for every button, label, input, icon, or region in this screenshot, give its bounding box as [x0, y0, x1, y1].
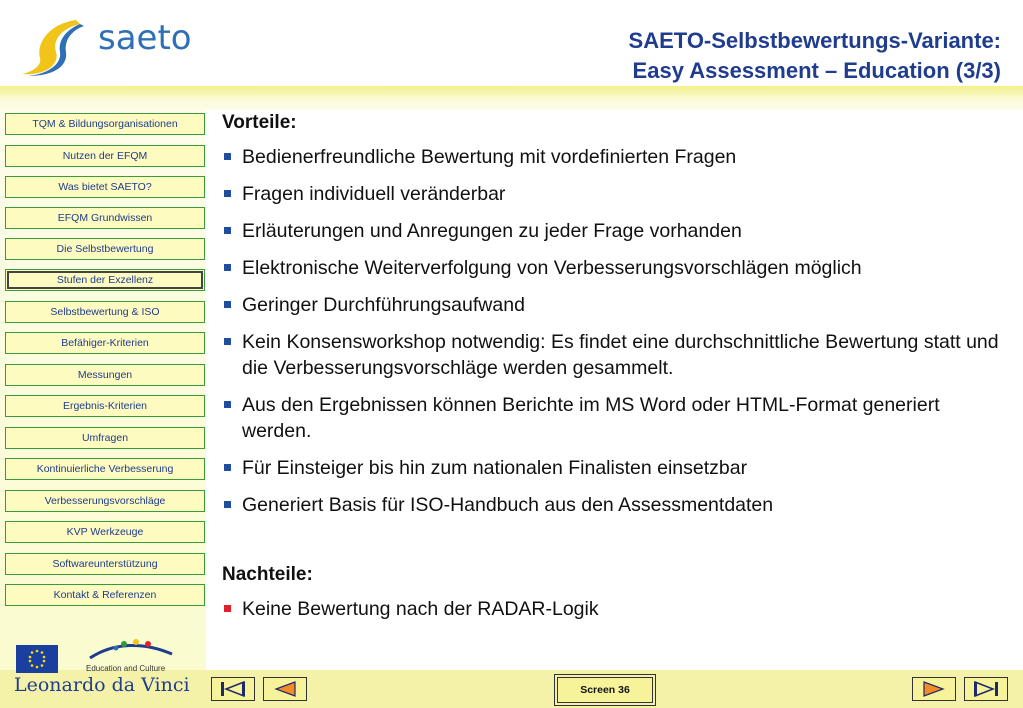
square-bullet-icon [224, 338, 231, 345]
page-title [629, 26, 1001, 86]
square-bullet-icon [224, 464, 231, 471]
sidebar-item-selbstbewertung[interactable]: Die Selbstbewertung [5, 238, 205, 260]
sidebar-item-ergebnis[interactable]: Ergebnis-Kriterien [5, 395, 205, 417]
triangle-right-icon [919, 680, 949, 698]
square-bullet-icon [224, 153, 231, 160]
sidebar-item-iso[interactable]: Selbstbewertung & ISO [5, 301, 205, 323]
list-item [222, 144, 1012, 170]
next-screen-button[interactable] [912, 677, 956, 701]
cons-list [222, 596, 1012, 622]
list-item-text: Keine Bewertung nach der RADAR-Logik [242, 598, 599, 620]
list-item [222, 596, 1012, 622]
sidebar-item-messungen[interactable]: Messungen [5, 364, 205, 386]
list-item [222, 255, 1012, 281]
logo-wordmark: saeto [98, 18, 192, 58]
sidebar-item-tqm[interactable]: TQM & Bildungsorganisationen [5, 113, 205, 135]
pros-list [222, 144, 1012, 518]
screen-indicator: Screen 36 [557, 677, 653, 703]
list-item [222, 218, 1012, 244]
list-item [222, 292, 1012, 318]
sidebar-item-umfragen[interactable]: Umfragen [5, 427, 205, 449]
sidebar-item-grundwissen[interactable]: EFQM Grundwissen [5, 207, 205, 229]
square-bullet-icon [224, 227, 231, 234]
title-line-2: Easy Assessment – Education (3/3) [632, 58, 1001, 83]
cons-heading: Nachteile: [222, 564, 313, 585]
program-logo-text: Leonardo da Vinci [14, 674, 190, 696]
saeto-swoosh-icon [18, 14, 98, 78]
sidebar-item-kontinuierlich[interactable]: Kontinuierliche Verbesserung [5, 458, 205, 480]
pros-heading: Vorteile: [222, 112, 297, 133]
eu-flag-icon [16, 645, 58, 673]
triangle-left-icon [270, 680, 300, 698]
first-screen-button[interactable] [211, 677, 255, 701]
header-band [0, 86, 1023, 110]
sidebar-item-vorschlaege[interactable]: Verbesserungsvorschläge [5, 490, 205, 512]
sidebar-item-software[interactable]: Softwareunterstützung [5, 553, 205, 575]
list-item [222, 492, 1012, 518]
list-item-text: Erläuterungen und Anregungen zu jeder Frage vorhanden [242, 220, 742, 242]
title-line-1: SAETO-Selbstbewertungs-Variante: [628, 28, 1001, 53]
list-item-text: Fragen individuell veränderbar [242, 183, 506, 205]
list-item-text: Geringer Durchführungsaufwand [242, 294, 525, 316]
list-item-text: Bedienerfreundliche Bewertung mit vordefinierten Fragen [242, 146, 737, 168]
red-square-bullet-icon [224, 605, 231, 612]
skip-last-icon [971, 680, 1001, 698]
list-item-text: Kein Konsensworkshop notwendig: Es findet eine durchschnittliche Bewertung statt und die Verbesserungsvorschläge werden gesammelt. [242, 331, 999, 379]
sidebar-item-stufen[interactable]: Stufen der Exzellenz [5, 269, 205, 291]
square-bullet-icon [224, 301, 231, 308]
saeto-logo [18, 14, 208, 78]
list-item-text: Generiert Basis für ISO-Handbuch aus den Assessmentdaten [242, 494, 774, 516]
square-bullet-icon [224, 264, 231, 271]
sidebar-item-kvp[interactable]: KVP Werkzeuge [5, 521, 205, 543]
sidebar-item-befaehiger[interactable]: Befähiger-Kriterien [5, 332, 205, 354]
square-bullet-icon [224, 401, 231, 408]
list-item [222, 392, 1012, 444]
previous-screen-button[interactable] [263, 677, 307, 701]
list-item [222, 455, 1012, 481]
list-item [222, 181, 1012, 207]
list-item [222, 329, 1012, 381]
skip-first-icon [218, 680, 248, 698]
list-item-text: Elektronische Weiterverfolgung von Verbesserungsvorschlägen möglich [242, 257, 862, 279]
eu-caption: Education and Culture [86, 664, 166, 673]
square-bullet-icon [224, 190, 231, 197]
sidebar-item-nutzen[interactable]: Nutzen der EFQM [5, 145, 205, 167]
main-content [222, 112, 1012, 633]
sidebar-item-kontakt[interactable]: Kontakt & Referenzen [5, 584, 205, 606]
sidebar-item-was-bietet[interactable]: Was bietet SAETO? [5, 176, 205, 198]
last-screen-button[interactable] [964, 677, 1008, 701]
list-item-text: Für Einsteiger bis hin zum nationalen Finalisten einsetzbar [242, 457, 748, 479]
square-bullet-icon [224, 501, 231, 508]
list-item-text: Aus den Ergebnissen können Berichte im MS Word oder HTML-Format generiert werden. [242, 394, 940, 442]
